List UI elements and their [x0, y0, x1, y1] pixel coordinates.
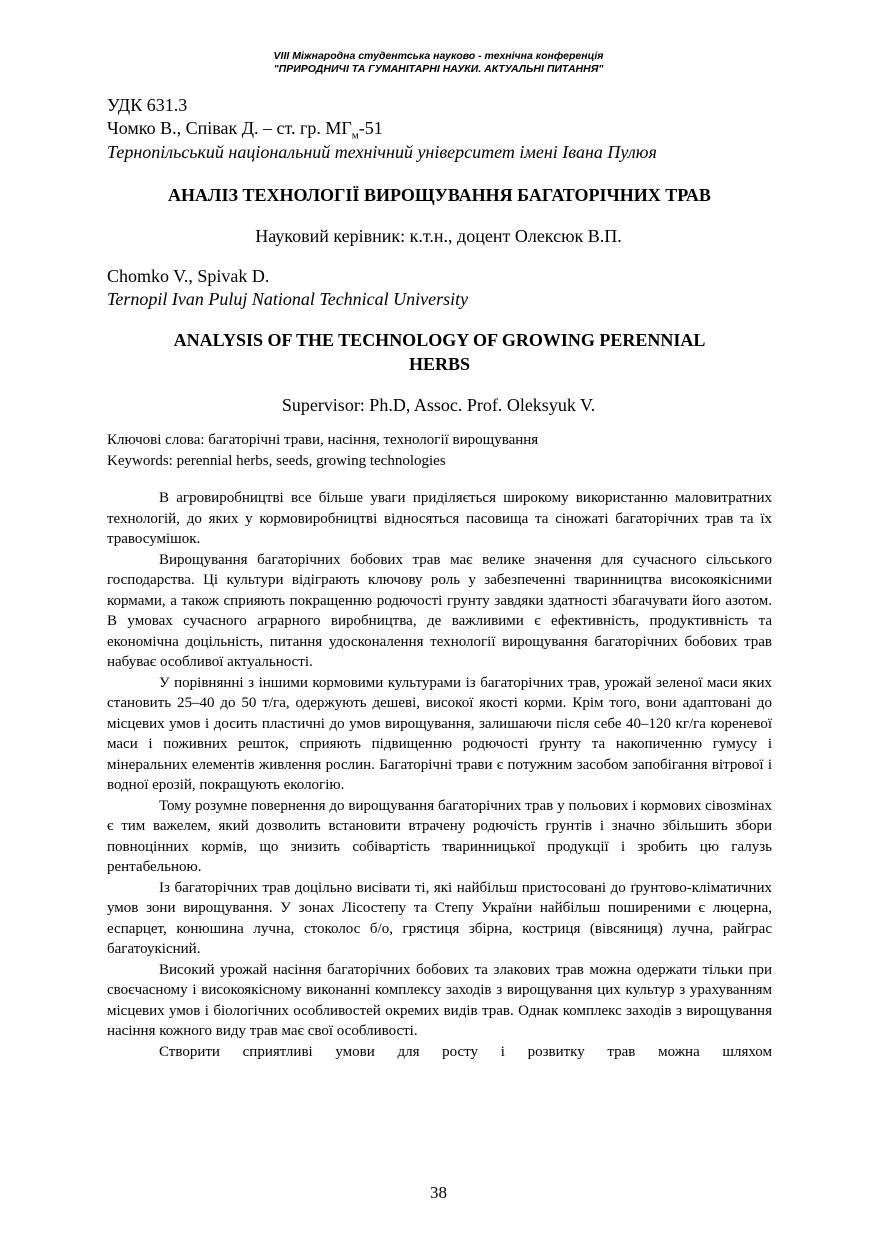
affiliation-ua: Тернопільський національний технічний університет імені Івана Пулюя — [107, 142, 657, 162]
affiliation-en: Ternopil Ivan Puluj National Technical University — [107, 289, 469, 309]
keywords-en: Keywords: perennial herbs, seeds, growing technologies — [107, 453, 446, 469]
paragraph: Вирощування багаторічних бобових трав має велике значення для сучасного сільського господарства. Ці культури відіграють ключову роль у забезпеченні тваринництва високоякісними кормами, а також сприяють покращенню родючості грунту завдяки здатності збагачувати його азотом. В умовах сучасного аграрного виробництва, де важливими є ефективність, продуктивність та економічна доцільність, питання удосконалення технології вирощування багаторічних бобових трав набуває особливої актуальності. — [107, 551, 772, 670]
supervisor-ua — [0, 225, 877, 247]
group-subscript: м — [351, 129, 359, 142]
udc-code: УДК 631.3 — [107, 95, 188, 115]
conference-header-line1: VIII Міжнародна студентська науково - технічна конференція — [273, 50, 604, 62]
paragraph: Тому розумне повернення до вирощування багаторічних трав у польових і кормових сівозмінах є тим важелем, який дозволить встановити втрачену родючість грунтів і значно збільшить збори повноцінних кормів, що знизить собівартість тваринницької продукції і зробить цю галузь рентабельною. — [107, 797, 772, 875]
title-en-line1: ANALYSIS OF THE TECHNOLOGY OF GROWING PERENNIAL — [173, 330, 706, 350]
page-number: 38 — [430, 1183, 447, 1202]
authors-ua-suffix: -51 — [358, 118, 383, 138]
authors-ua-prefix: Чомко В., Співак Д. – ст. гр. МГ — [107, 118, 352, 138]
conference-header-line2: "ПРИРОДНИЧІ ТА ГУМАНІТАРНІ НАУКИ. АКТУАЛЬНІ ПИТАННЯ" — [273, 63, 604, 75]
paragraph: Створити сприятливі умови для росту і розвитку трав можна шляхом — [159, 1043, 772, 1060]
title-ua: АНАЛІЗ ТЕХНОЛОГІЇ ВИРОЩУВАННЯ БАГАТОРІЧНИХ ТРАВ — [168, 185, 711, 205]
body-text — [107, 488, 772, 1062]
paragraph: Із багаторічних трав доцільно висівати ті, які найбільш пристосовані до ґрунтово-кліматичних умов зони вирощування. У зонах Лісостепу та Степу України найбільш поширеними є люцерна, еспарцет, конюшина лучна, стоколос б/о, грястиця збірна, костриця (вівсяниця) лучна, райграс багатоукісний. — [107, 879, 772, 957]
supervisor-en: Supervisor: Ph.D, Assoc. Prof. Oleksyuk V. — [281, 395, 596, 415]
authors-en: Chomko V., Spivak D. — [107, 266, 270, 286]
supervisor-ua-text: Науковий керівник: к.т.н., доцент Олексюк В.П. — [255, 226, 622, 246]
keywords-ua: Ключові слова: багаторічні трави, насіння, технології вирощування — [107, 432, 539, 448]
title-en-line2: HERBS — [408, 354, 471, 374]
title-en — [107, 328, 772, 376]
paragraph: В агровиробництві все більше уваги приділяється широкому використанню маловитратних технологій, до яких у кормовиробництві відносяться пасовища та сіножаті багаторічних трав та їх травосумішок. — [107, 490, 772, 547]
conference-header — [0, 50, 877, 76]
paragraph: Високий урожай насіння багаторічних бобових та злакових трав можна одержати тільки при своєчасному і високоякісному виконанні комплексу заходів з вирощування цих культур з урахуванням місцевих умов і біологічних особливостей окремих видів трав. Однак комплекс заходів з вирощування насіння кожного виду трав має свої особливості. — [107, 961, 772, 1039]
paragraph: У порівнянні з іншими кормовими культурами із багаторічних трав, урожай зеленої маси яких становить 25–40 до 50 т/га, одержують дешеві, високої якості корми. Крім того, вони адаптовані до місцевих умов і досить пластичні до умов вирощування, залишаючи після себе 40–120 кг/га кореневої маси і поживних решток, сприяють підвищенню родючості ґрунту та накопиченню гумусу і мінеральних елементів живлення рослин. Багаторічні трави є потужним засобом запобігання вітрової і водної ерозій, покращують екологію. — [107, 674, 772, 793]
